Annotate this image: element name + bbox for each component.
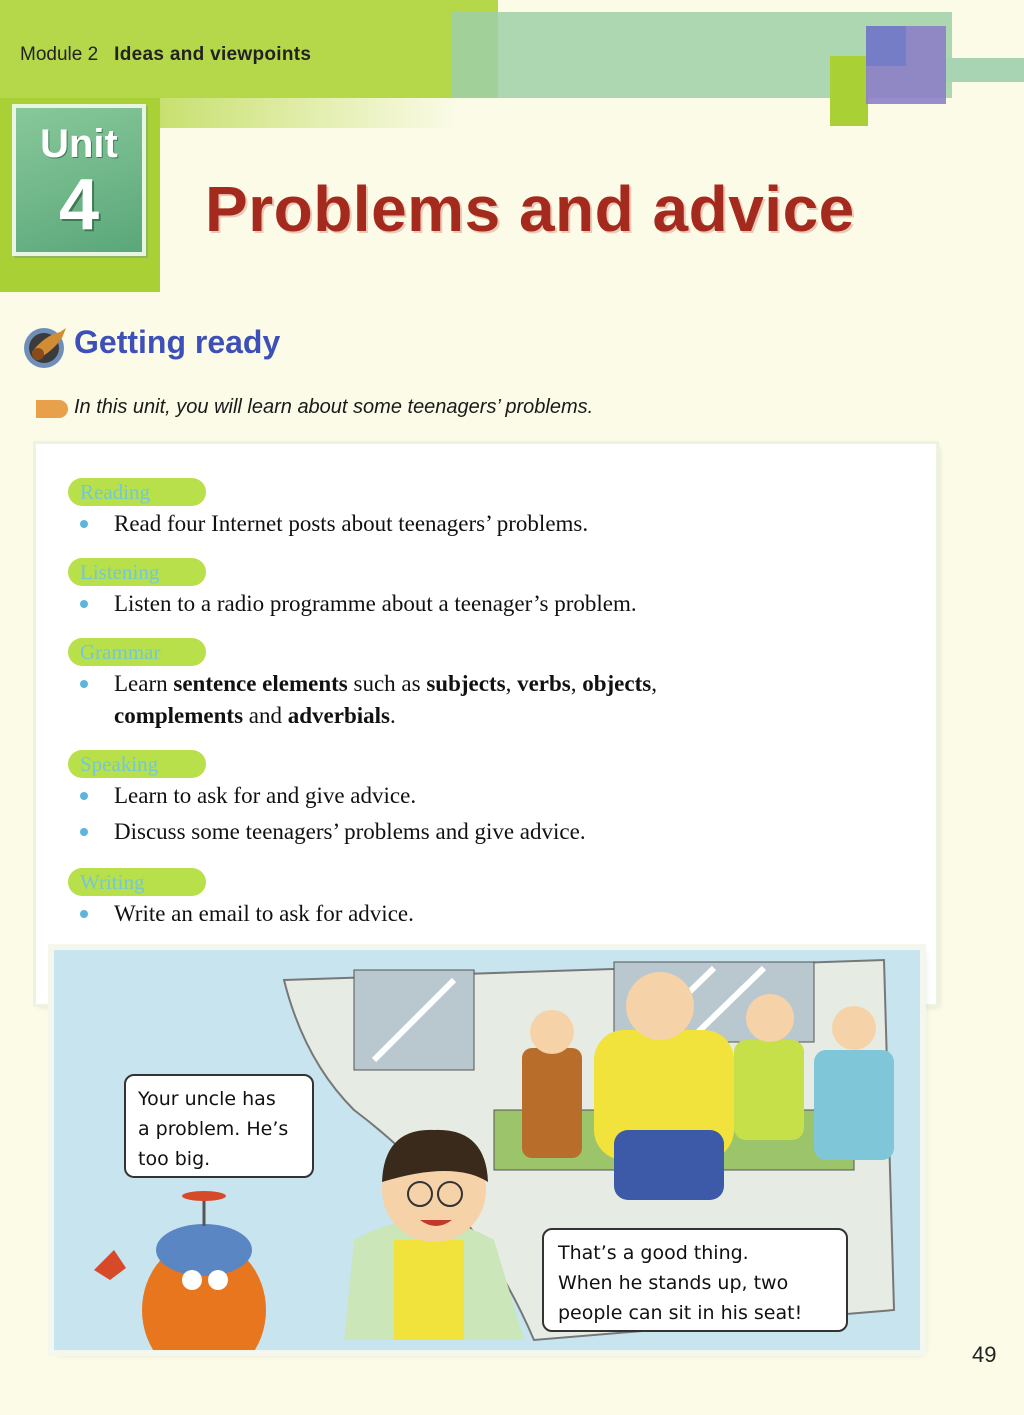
speaking-item: Learn to ask for and give advice. (114, 783, 417, 808)
module-title: Ideas and viewpoints (114, 44, 312, 65)
tag-listening: Listening (68, 558, 206, 586)
grammar-term: sentence elements (173, 671, 348, 696)
header-blue-block (866, 26, 906, 66)
speech-bubble-robot (124, 1074, 314, 1178)
unit-word: Unit (40, 122, 118, 166)
tag-grammar: Grammar (68, 638, 206, 666)
bubble-line: Your uncle has (138, 1088, 276, 1110)
grammar-term: subjects (426, 671, 506, 696)
grammar-text: , (505, 671, 518, 696)
unit-badge (12, 104, 146, 256)
bullet (80, 828, 88, 836)
bubble-line: people can sit in his seat! (558, 1302, 803, 1324)
grammar-text: and (243, 703, 288, 728)
grammar-text: , (570, 671, 583, 696)
writing-item: Write an email to ask for advice. (114, 901, 414, 926)
header-lime-block (830, 56, 868, 126)
bullet (80, 600, 88, 608)
tag-reading: Reading (68, 478, 206, 506)
bubble-line: too big. (138, 1148, 211, 1170)
grammar-term: adverbials (287, 703, 390, 728)
grammar-text: , (651, 671, 657, 696)
grammar-term: objects (582, 671, 652, 696)
grammar-text: . (389, 703, 396, 728)
tag-speaking: Speaking (68, 750, 206, 778)
getting-ready-title: Getting ready (74, 324, 281, 360)
trumpet-icon (22, 322, 70, 370)
bullet (80, 910, 88, 918)
grammar-item (114, 668, 854, 732)
bubble-line: When he stands up, two (558, 1272, 789, 1294)
module-label (20, 44, 311, 66)
bubble-line: a problem. He’s (138, 1118, 289, 1140)
grammar-term: verbs (517, 671, 571, 696)
grammar-term: complements (114, 703, 244, 728)
module-number: Module 2 (20, 44, 99, 65)
speaking-item: Discuss some teenagers’ problems and give advice. (114, 819, 586, 844)
bullet (80, 680, 88, 688)
bullet (80, 520, 88, 528)
listening-item: Listen to a radio programme about a teenager’s problem. (114, 591, 637, 616)
page-number: 49 (972, 1342, 997, 1367)
bullet (80, 792, 88, 800)
grammar-text: such as (347, 671, 427, 696)
speech-bubble-boy (542, 1228, 848, 1332)
header-fade (160, 98, 460, 128)
tag-writing: Writing (68, 868, 206, 896)
unit-title: Problems and advice (205, 173, 855, 245)
unit-number: 4 (58, 165, 100, 245)
grammar-text: Learn (114, 671, 174, 696)
intro-text: In this unit, you will learn about some teenagers’ problems. (74, 396, 594, 418)
bubble-line: That’s a good thing. (558, 1242, 749, 1264)
reading-item: Read four Internet posts about teenagers’ problems. (114, 511, 589, 536)
intro-marker (36, 400, 68, 418)
